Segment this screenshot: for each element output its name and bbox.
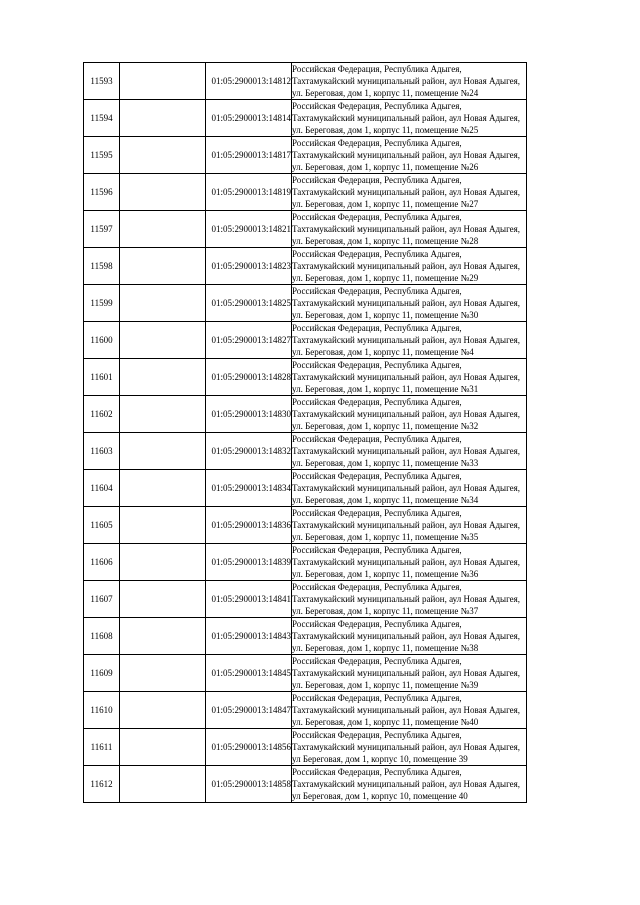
- empty-cell: [120, 544, 206, 581]
- row-number: 11608: [84, 618, 120, 655]
- row-number: 11594: [84, 100, 120, 137]
- cadastral-number: 01:05:2900013:14830: [206, 396, 292, 433]
- row-number: 11603: [84, 433, 120, 470]
- address: Российская Федерация, Республика Адыгея, Тахтамукайский муниципальный район, аул Новая Адыгея, ул. Береговая, дом 1, корпус 11, помещение №31: [292, 359, 527, 396]
- row-number: 11601: [84, 359, 120, 396]
- empty-cell: [120, 692, 206, 729]
- address: Российская Федерация, Республика Адыгея, Тахтамукайский муниципальный район, аул Новая Адыгея, ул. Береговая, дом 1, корпус 11, помещение №28: [292, 211, 527, 248]
- address: Российская Федерация, Республика Адыгея, Тахтамукайский муниципальный район, аул Новая Адыгея, ул. Береговая, дом 1, корпус 11, помещение №25: [292, 100, 527, 137]
- table-row: [84, 211, 527, 248]
- table-row: [84, 322, 527, 359]
- row-number: 11595: [84, 137, 120, 174]
- cadastral-number: 01:05:2900013:14858: [206, 766, 292, 803]
- cadastral-number: 01:05:2900013:14828: [206, 359, 292, 396]
- address: Российская Федерация, Республика Адыгея, Тахтамукайский муниципальный район, аул Новая Адыгея, ул. Береговая, дом 1, корпус 11, помещение №26: [292, 137, 527, 174]
- empty-cell: [120, 100, 206, 137]
- cadastral-number: 01:05:2900013:14845: [206, 655, 292, 692]
- table-row: [84, 544, 527, 581]
- row-number: 11598: [84, 248, 120, 285]
- row-number: 11593: [84, 63, 120, 100]
- row-number: 11610: [84, 692, 120, 729]
- empty-cell: [120, 581, 206, 618]
- cadastral-number: 01:05:2900013:14856: [206, 729, 292, 766]
- address: Российская Федерация, Республика Адыгея, Тахтамукайский муниципальный район, аул Новая Адыгея, ул. Береговая, дом 1, корпус 11, помещение №33: [292, 433, 527, 470]
- table-row: [84, 766, 527, 803]
- cadastral-number: 01:05:2900013:14839: [206, 544, 292, 581]
- table-row: [84, 655, 527, 692]
- address: Российская Федерация, Республика Адыгея, Тахтамукайский муниципальный район, аул Новая Адыгея, ул. Береговая, дом 1, корпус 11, помещение №27: [292, 174, 527, 211]
- table-row: [84, 729, 527, 766]
- table-row: [84, 396, 527, 433]
- table-row: [84, 63, 527, 100]
- row-number: 11611: [84, 729, 120, 766]
- table-row: [84, 137, 527, 174]
- table-row: [84, 581, 527, 618]
- table-row: [84, 285, 527, 322]
- address: Российская Федерация, Республика Адыгея, Тахтамукайский муниципальный район, аул Новая Адыгея, ул. Береговая, дом 1, корпус 11, помещение №39: [292, 655, 527, 692]
- empty-cell: [120, 470, 206, 507]
- address: Российская Федерация, Республика Адыгея, Тахтамукайский муниципальный район, аул Новая Адыгея, ул. Береговая, дом 1, корпус 11, помещение №36: [292, 544, 527, 581]
- cadastral-number: 01:05:2900013:14814: [206, 100, 292, 137]
- address: Российская Федерация, Республика Адыгея, Тахтамукайский муниципальный район, аул Новая Адыгея, ул. Береговая, дом 1, корпус 11, помещение №40: [292, 692, 527, 729]
- cadastral-number: 01:05:2900013:14825: [206, 285, 292, 322]
- empty-cell: [120, 174, 206, 211]
- empty-cell: [120, 211, 206, 248]
- address: Российская Федерация, Республика Адыгея, Тахтамукайский муниципальный район, аул Новая Адыгея, ул. Береговая, дом 1, корпус 11, помещение №30: [292, 285, 527, 322]
- address: Российская Федерация, Республика Адыгея, Тахтамукайский муниципальный район, аул Новая Адыгея, ул. Береговая, дом 1, корпус 11, помещение №32: [292, 396, 527, 433]
- address: Российская Федерация, Республика Адыгея, Тахтамукайский муниципальный район, аул Новая Адыгея, ул Береговая, дом 1, корпус 10, помещение 39: [292, 729, 527, 766]
- empty-cell: [120, 285, 206, 322]
- table-row: [84, 507, 527, 544]
- empty-cell: [120, 137, 206, 174]
- row-number: 11606: [84, 544, 120, 581]
- empty-cell: [120, 396, 206, 433]
- address: Российская Федерация, Республика Адыгея, Тахтамукайский муниципальный район, аул Новая Адыгея, ул. Береговая, дом 1, корпус 11, помещение №24: [292, 63, 527, 100]
- address: Российская Федерация, Республика Адыгея, Тахтамукайский муниципальный район, аул Новая Адыгея, ул Береговая, дом 1, корпус 10, помещение 40: [292, 766, 527, 803]
- table-row: [84, 433, 527, 470]
- empty-cell: [120, 507, 206, 544]
- cadastral-number: 01:05:2900013:14847: [206, 692, 292, 729]
- table-row: [84, 174, 527, 211]
- row-number: 11604: [84, 470, 120, 507]
- row-number: 11605: [84, 507, 120, 544]
- row-number: 11602: [84, 396, 120, 433]
- empty-cell: [120, 322, 206, 359]
- cadastral-number: 01:05:2900013:14834: [206, 470, 292, 507]
- empty-cell: [120, 618, 206, 655]
- cadastral-number: 01:05:2900013:14823: [206, 248, 292, 285]
- table-row: [84, 470, 527, 507]
- row-number: 11596: [84, 174, 120, 211]
- cadastral-number: 01:05:2900013:14812: [206, 63, 292, 100]
- address: Российская Федерация, Республика Адыгея, Тахтамукайский муниципальный район, аул Новая Адыгея, ул. Береговая, дом 1, корпус 11, помещение №35: [292, 507, 527, 544]
- cadastral-number: 01:05:2900013:14821: [206, 211, 292, 248]
- cadastral-number: 01:05:2900013:14843: [206, 618, 292, 655]
- row-number: 11600: [84, 322, 120, 359]
- registry-table: [83, 62, 527, 803]
- empty-cell: [120, 63, 206, 100]
- empty-cell: [120, 655, 206, 692]
- row-number: 11597: [84, 211, 120, 248]
- address: Российская Федерация, Республика Адыгея, Тахтамукайский муниципальный район, аул Новая Адыгея, ул. Береговая, дом 1, корпус 11, помещение №34: [292, 470, 527, 507]
- address: Российская Федерация, Республика Адыгея, Тахтамукайский муниципальный район, аул Новая Адыгея, ул. Береговая, дом 1, корпус 11, помещение №38: [292, 618, 527, 655]
- address: Российская Федерация, Республика Адыгея, Тахтамукайский муниципальный район, аул Новая Адыгея, ул. Береговая, дом 1, корпус 11, помещение №29: [292, 248, 527, 285]
- cadastral-number: 01:05:2900013:14836: [206, 507, 292, 544]
- cadastral-number: 01:05:2900013:14827: [206, 322, 292, 359]
- registry-table-body: [84, 63, 527, 803]
- row-number: 11599: [84, 285, 120, 322]
- address: Российская Федерация, Республика Адыгея, Тахтамукайский муниципальный район, аул Новая Адыгея, ул. Береговая, дом 1, корпус 11, помещение №37: [292, 581, 527, 618]
- cadastral-number: 01:05:2900013:14817: [206, 137, 292, 174]
- row-number: 11607: [84, 581, 120, 618]
- table-row: [84, 618, 527, 655]
- cadastral-number: 01:05:2900013:14841: [206, 581, 292, 618]
- empty-cell: [120, 248, 206, 285]
- table-row: [84, 359, 527, 396]
- table-row: [84, 100, 527, 137]
- cadastral-number: 01:05:2900013:14832: [206, 433, 292, 470]
- empty-cell: [120, 729, 206, 766]
- empty-cell: [120, 359, 206, 396]
- row-number: 11612: [84, 766, 120, 803]
- table-row: [84, 248, 527, 285]
- address: Российская Федерация, Республика Адыгея, Тахтамукайский муниципальный район, аул Новая Адыгея, ул. Береговая, дом 1, корпус 11, помещение №4: [292, 322, 527, 359]
- empty-cell: [120, 433, 206, 470]
- empty-cell: [120, 766, 206, 803]
- row-number: 11609: [84, 655, 120, 692]
- table-row: [84, 692, 527, 729]
- cadastral-number: 01:05:2900013:14819: [206, 174, 292, 211]
